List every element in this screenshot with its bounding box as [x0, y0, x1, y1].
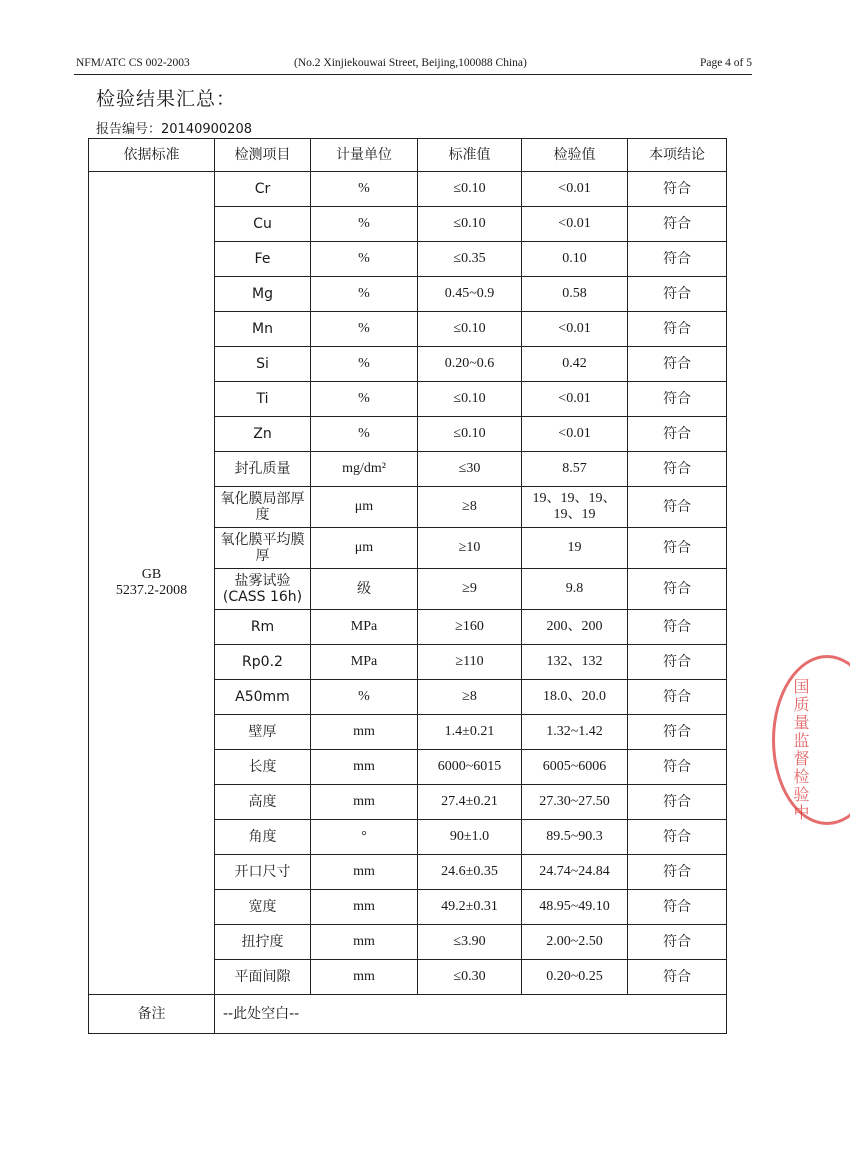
item-cell: Zn [215, 417, 311, 452]
std-value-cell: 27.4±0.21 [418, 785, 522, 820]
std-value-cell: ≥9 [418, 569, 522, 610]
std-value-cell: 6000~6015 [418, 750, 522, 785]
unit-cell: % [311, 207, 418, 242]
conclusion-cell: 符合 [628, 207, 727, 242]
unit-cell: % [311, 347, 418, 382]
conclusion-cell: 符合 [628, 487, 727, 528]
page-header [74, 56, 752, 75]
col-header-test-value: 检验值 [522, 139, 628, 172]
item-cell: 高度 [215, 785, 311, 820]
standard-line-2: 5237.2-2008 [115, 583, 188, 598]
item-cell: 封孔质量 [215, 452, 311, 487]
results-body [89, 172, 727, 995]
test-value-cell: <0.01 [522, 172, 628, 207]
unit-cell: % [311, 312, 418, 347]
test-value-cell: 19 [522, 528, 628, 569]
unit-cell: % [311, 382, 418, 417]
conclusion-cell: 符合 [628, 820, 727, 855]
col-header-std-value: 标准值 [418, 139, 522, 172]
page-number: Page 4 of 5 [699, 57, 752, 69]
test-value-cell: 200、200 [522, 610, 628, 645]
unit-cell: ° [311, 820, 418, 855]
item-cell: Cu [215, 207, 311, 242]
test-value-cell: 89.5~90.3 [522, 820, 628, 855]
unit-cell: 级 [311, 569, 418, 610]
test-value-cell: 8.57 [522, 452, 628, 487]
test-value-cell: <0.01 [522, 207, 628, 242]
std-value-cell: 90±1.0 [418, 820, 522, 855]
test-value-cell: <0.01 [522, 382, 628, 417]
item-cell: Fe [215, 242, 311, 277]
item-cell: 壁厚 [215, 715, 311, 750]
item-cell: 扭拧度 [215, 925, 311, 960]
conclusion-cell: 符合 [628, 347, 727, 382]
std-value-cell: ≤0.35 [418, 242, 522, 277]
table-row [89, 172, 727, 207]
unit-cell: mm [311, 750, 418, 785]
unit-cell: MPa [311, 645, 418, 680]
item-cell: 开口尺寸 [215, 855, 311, 890]
page-title: 检验结果汇总： [96, 88, 237, 110]
conclusion-cell: 符合 [628, 172, 727, 207]
item-cell: 氧化膜平均膜厚 [215, 528, 311, 569]
item-cell: 氧化膜局部厚度 [215, 487, 311, 528]
conclusion-cell: 符合 [628, 382, 727, 417]
item-cell: Rm [215, 610, 311, 645]
conclusion-cell: 符合 [628, 750, 727, 785]
unit-cell: mg/dm² [311, 452, 418, 487]
remarks-text: --此处空白-- [215, 995, 727, 1034]
conclusion-cell: 符合 [628, 452, 727, 487]
conclusion-cell: 符合 [628, 417, 727, 452]
test-value-cell: 0.20~0.25 [522, 960, 628, 995]
conclusion-cell: 符合 [628, 785, 727, 820]
item-cell: 角度 [215, 820, 311, 855]
test-value-cell: <0.01 [522, 312, 628, 347]
conclusion-cell: 符合 [628, 680, 727, 715]
conclusion-cell: 符合 [628, 890, 727, 925]
col-header-standard: 依据标准 [89, 139, 215, 172]
results-table [88, 138, 727, 1034]
doc-code: NFM/ATC CS 002-2003 [76, 57, 190, 69]
std-value-cell: ≤0.10 [418, 382, 522, 417]
std-value-cell: ≥160 [418, 610, 522, 645]
unit-cell: % [311, 242, 418, 277]
col-header-conclusion: 本项结论 [628, 139, 727, 172]
unit-cell: % [311, 680, 418, 715]
test-value-cell: 0.42 [522, 347, 628, 382]
inspection-stamp [772, 655, 850, 825]
item-cell: Mn [215, 312, 311, 347]
std-value-cell: ≤3.90 [418, 925, 522, 960]
std-value-cell: 0.20~0.6 [418, 347, 522, 382]
item-cell: Ti [215, 382, 311, 417]
std-value-cell: 0.45~0.9 [418, 277, 522, 312]
unit-cell: mm [311, 785, 418, 820]
conclusion-cell: 符合 [628, 242, 727, 277]
conclusion-cell: 符合 [628, 312, 727, 347]
item-cell: Mg [215, 277, 311, 312]
stamp-text: 国质量监督检验中 [791, 678, 810, 822]
header-address: (No.2 Xinjiekouwai Street, Beijing,100088 China) [294, 57, 527, 69]
std-value-cell: ≤0.30 [418, 960, 522, 995]
std-value-cell: ≥8 [418, 680, 522, 715]
standard-cell [89, 172, 215, 995]
col-header-item: 检测项目 [215, 139, 311, 172]
test-value-cell: 27.30~27.50 [522, 785, 628, 820]
std-value-cell: ≥10 [418, 528, 522, 569]
unit-cell: % [311, 277, 418, 312]
test-value-cell: 24.74~24.84 [522, 855, 628, 890]
conclusion-cell: 符合 [628, 645, 727, 680]
unit-cell: mm [311, 715, 418, 750]
std-value-cell: ≥110 [418, 645, 522, 680]
conclusion-cell: 符合 [628, 277, 727, 312]
std-value-cell: ≥8 [418, 487, 522, 528]
test-value-cell: 48.95~49.10 [522, 890, 628, 925]
item-cell: Si [215, 347, 311, 382]
test-value-cell: 0.58 [522, 277, 628, 312]
unit-cell: mm [311, 925, 418, 960]
unit-cell: % [311, 172, 418, 207]
unit-cell: mm [311, 960, 418, 995]
item-cell: 长度 [215, 750, 311, 785]
test-value-cell: 6005~6006 [522, 750, 628, 785]
std-value-cell: 49.2±0.31 [418, 890, 522, 925]
item-cell: Rp0.2 [215, 645, 311, 680]
table-header-row [89, 139, 727, 172]
standard-line-1: GB [141, 566, 162, 582]
item-cell: 平面间隙 [215, 960, 311, 995]
test-value-cell: 18.0、20.0 [522, 680, 628, 715]
std-value-cell: 1.4±0.21 [418, 715, 522, 750]
item-cell: 宽度 [215, 890, 311, 925]
unit-cell: μm [311, 528, 418, 569]
unit-cell: μm [311, 487, 418, 528]
unit-cell: % [311, 417, 418, 452]
std-value-cell: ≤0.10 [418, 312, 522, 347]
test-value-cell: <0.01 [522, 417, 628, 452]
std-value-cell: ≤0.10 [418, 172, 522, 207]
test-value-cell: 2.00~2.50 [522, 925, 628, 960]
conclusion-cell: 符合 [628, 855, 727, 890]
std-value-cell: ≤0.10 [418, 207, 522, 242]
conclusion-cell: 符合 [628, 610, 727, 645]
conclusion-cell: 符合 [628, 715, 727, 750]
conclusion-cell: 符合 [628, 528, 727, 569]
remarks-label: 备注 [89, 995, 215, 1034]
report-number: 报告编号：20140900208 [96, 122, 252, 137]
unit-cell: MPa [311, 610, 418, 645]
item-cell: Cr [215, 172, 311, 207]
unit-cell: mm [311, 890, 418, 925]
col-header-unit: 计量单位 [311, 139, 418, 172]
conclusion-cell: 符合 [628, 925, 727, 960]
test-value-cell: 0.10 [522, 242, 628, 277]
item-cell: 盐雾试验(CASS 16h) [215, 569, 311, 610]
test-value-cell: 9.8 [522, 569, 628, 610]
conclusion-cell: 符合 [628, 569, 727, 610]
test-value-cell: 132、132 [522, 645, 628, 680]
remarks-row [89, 995, 727, 1034]
test-value-cell: 1.32~1.42 [522, 715, 628, 750]
unit-cell: mm [311, 855, 418, 890]
conclusion-cell: 符合 [628, 960, 727, 995]
std-value-cell: ≤0.10 [418, 417, 522, 452]
item-cell: A50mm [215, 680, 311, 715]
test-value-cell: 19、19、19、19、19 [522, 487, 628, 528]
std-value-cell: ≤30 [418, 452, 522, 487]
std-value-cell: 24.6±0.35 [418, 855, 522, 890]
